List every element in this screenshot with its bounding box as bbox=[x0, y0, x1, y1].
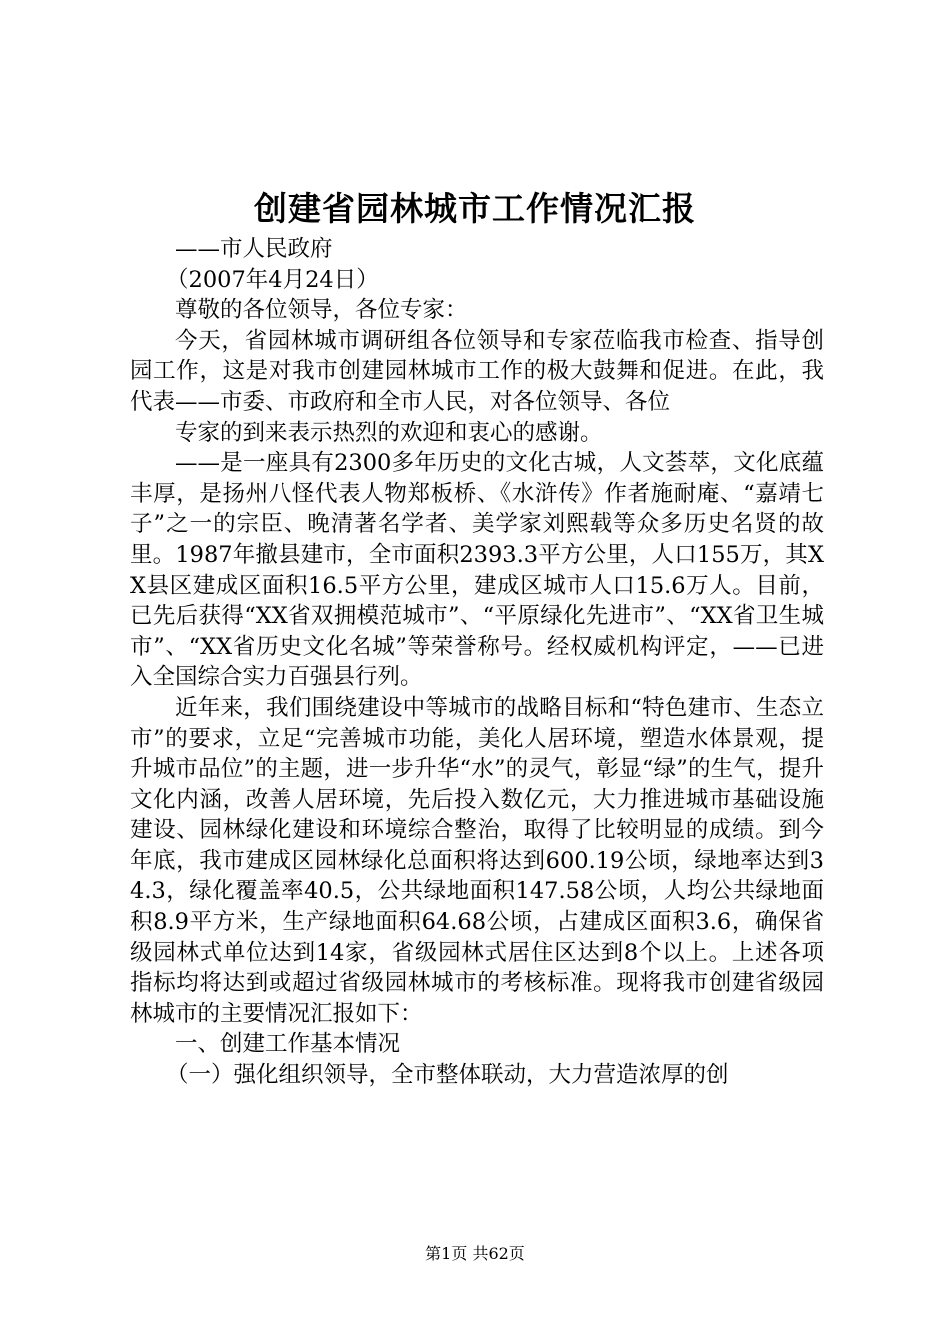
author-line: ——市人民政府 bbox=[175, 236, 333, 262]
salutation: 尊敬的各位领导，各位专家： bbox=[175, 297, 468, 324]
paragraph: ——是一座具有2300多年历史的文化古城，人文荟萃，文化底蕴丰厚，是扬州八怪代表人物郑板桥、《水浒传》作者施耐庵、“嘉靖七子”之一的宗臣、晚清著名学者、美学家刘熙载等众多历史名贤的故里。1987年撤县建市，全市面积2393.3平方公里，人口155万，其XX县区建成区面积16.5平方公里，建成区城市人口15.6万人。目前，已先后获得“XX省双拥模范城市”、“平原绿化先进市”、“XX省卫生城市”、“XX省历史文化名城”等荣誉称号。经权威机构评定，——已进入全国综合实力百强县行列。 bbox=[130, 450, 824, 691]
date-line: （2007年4月24日） bbox=[166, 266, 379, 293]
section-heading: 一、创建工作基本情况 bbox=[175, 1031, 401, 1058]
paragraph: 专家的到来表示热烈的欢迎和衷心的感谢。 bbox=[175, 419, 603, 446]
paragraph: 近年来，我们围绕建设中等城市的战略目标和“特色建市、生态立市”的要求，立足“完善城市功能，美化人居环境，塑造水体景观，提升城市品位”的主题，进一步升华“水”的灵气，彰显“绿”的生气，提升文化内涵，改善人居环境，先后投入数亿元，大力推进城市基础设施建设、园林绿化建设和环境综合整治，取得了比较明显的成绩。到今年底，我市建成区园林绿化总面积将达到600.19公顷，绿地率达到34.3，绿化覆盖率40.5，公共绿地面积147.58公顷，人均公共绿地面积8.9平方米，生产绿地面积64.68公顷，占建成区面积3.6，确保省级园林式单位达到14家，省级园林式居住区达到8个以上。上述各项指标均将达到或超过省级园林城市的考核标准。现将我市创建省级园林城市的主要情况汇报如下： bbox=[130, 694, 824, 1027]
document-title: 创建省园林城市工作情况汇报 bbox=[254, 189, 696, 228]
paragraph: 今天，省园林城市调研组各位领导和专家莅临我市检查、指导创园工作，这是对我市创建园林城市工作的极大鼓舞和促进。在此，我代表——市委、市政府和全市人民，对各位领导、各位 bbox=[130, 327, 824, 415]
document-body bbox=[130, 234, 824, 1091]
subsection-heading: （一）强化组织领导，全市整体联动，大力营造浓厚的创 bbox=[166, 1062, 729, 1089]
page-footer: 第1页 共62页 bbox=[425, 1244, 525, 1263]
